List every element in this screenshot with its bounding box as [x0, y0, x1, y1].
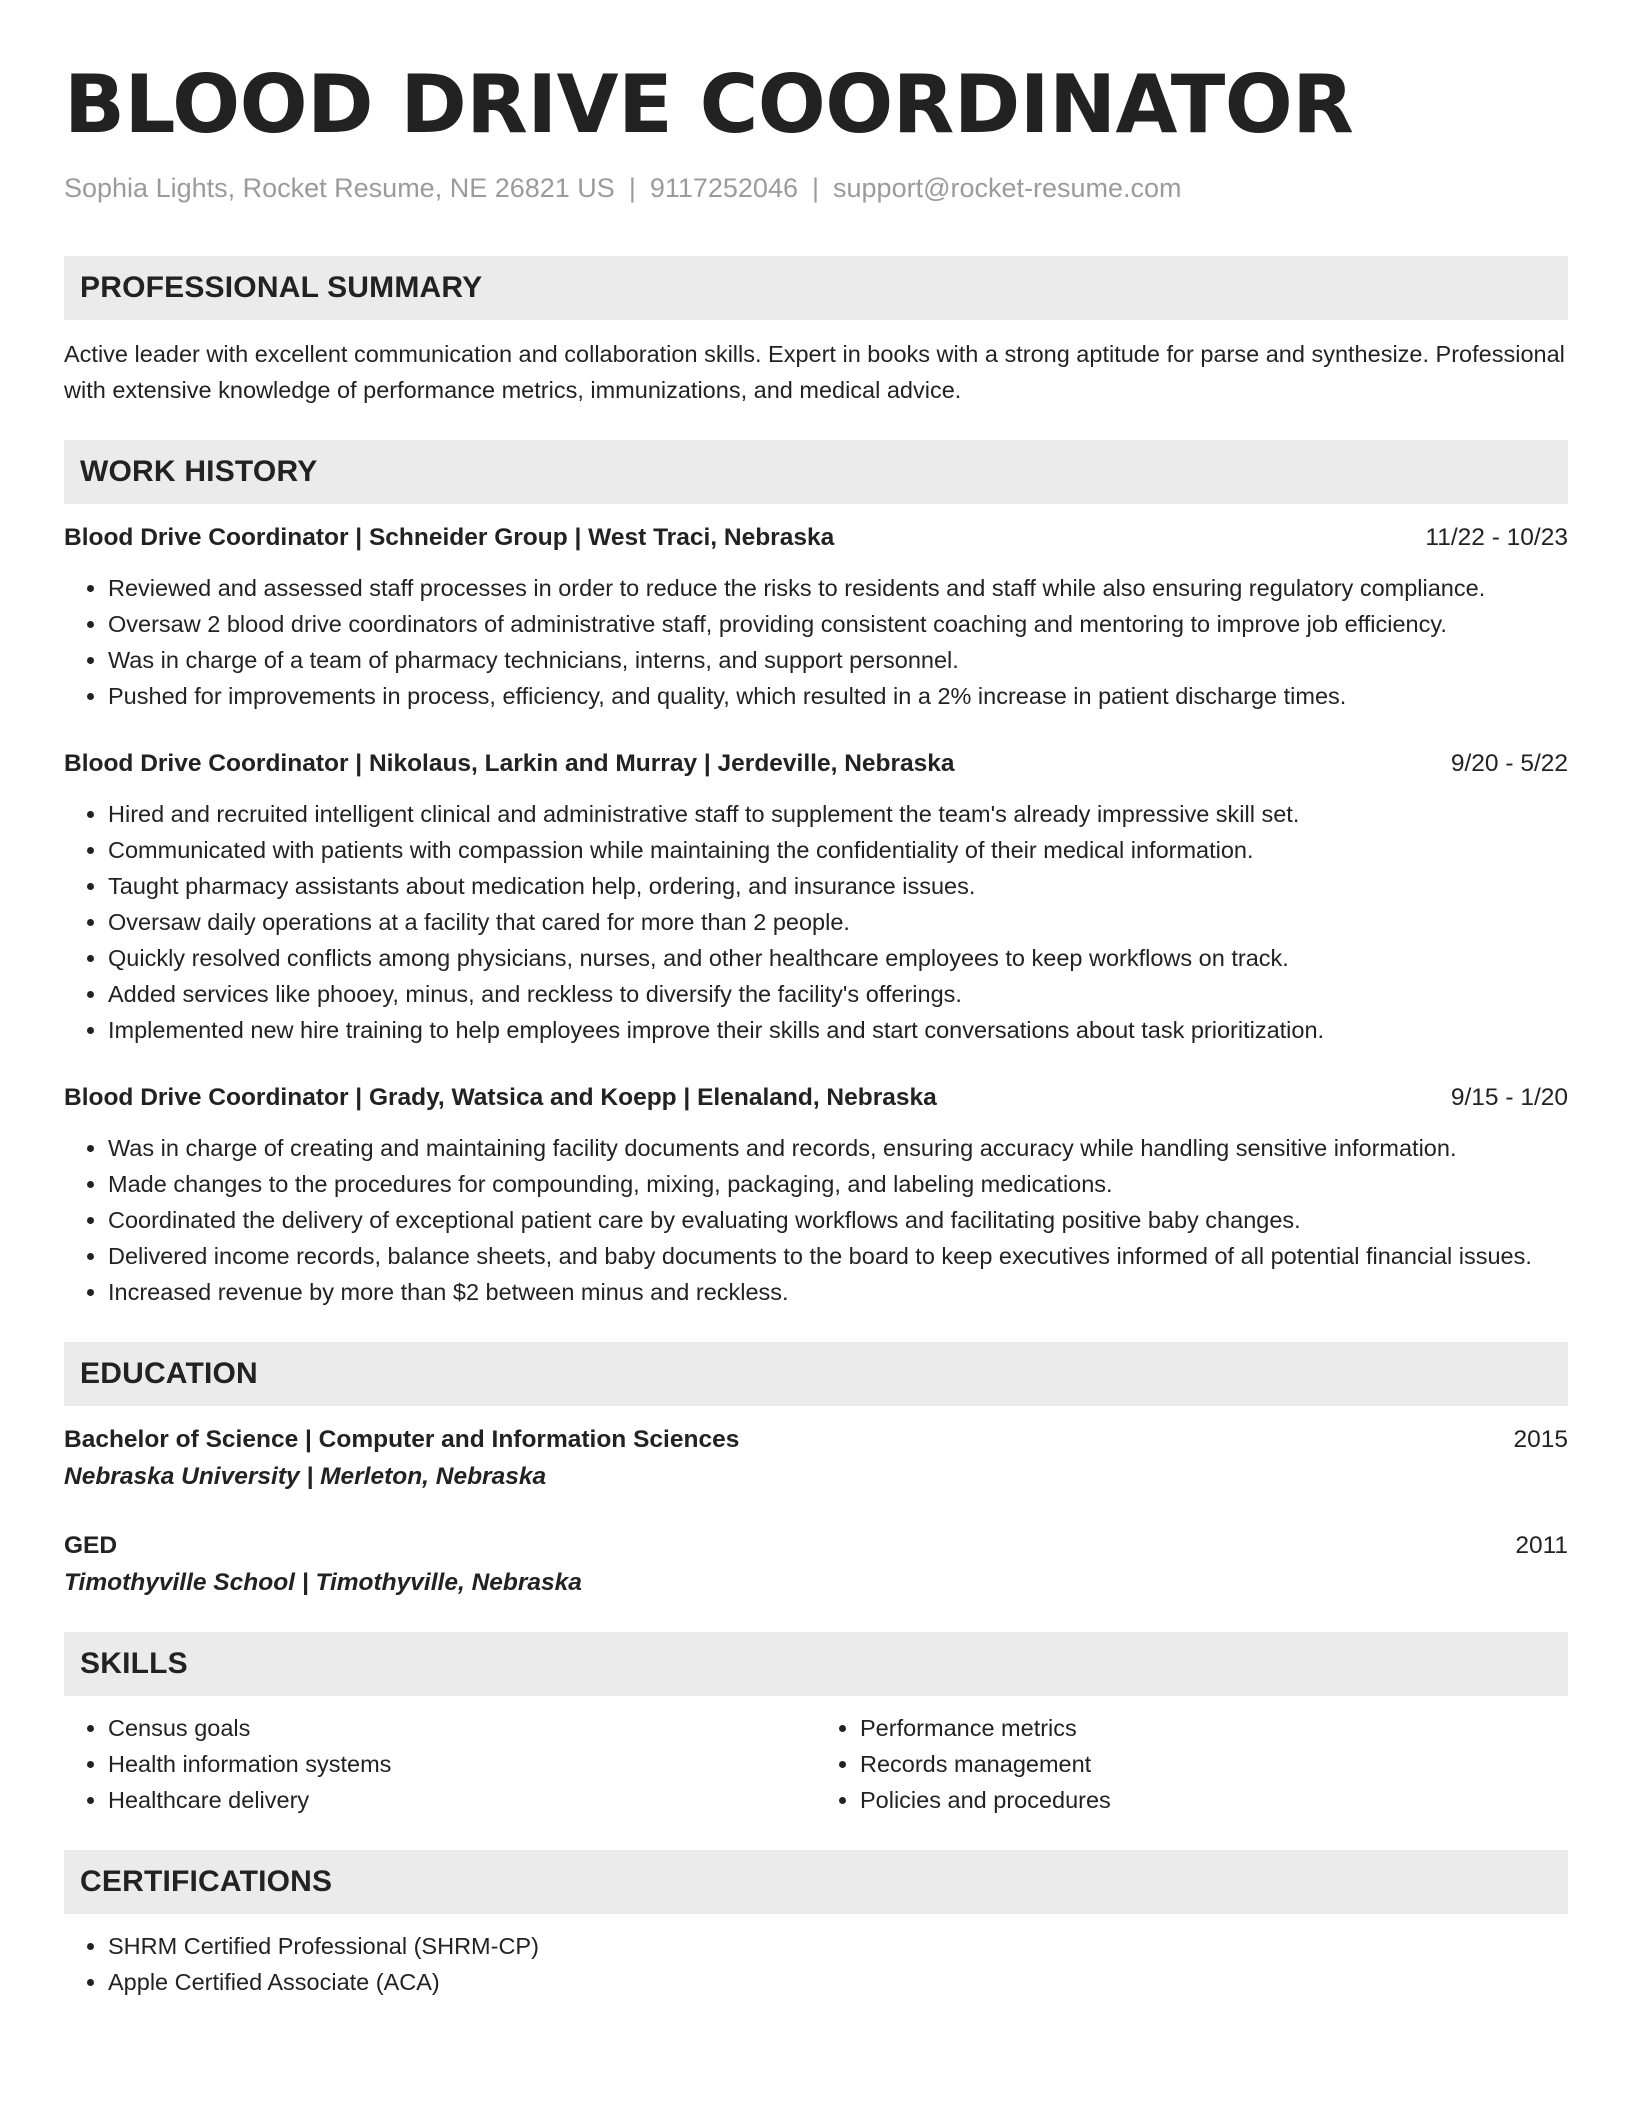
job-bullet: • Was in charge of a team of pharmacy technicians, interns, and support personnel.: [108, 642, 1568, 678]
certification-item: • SHRM Certified Professional (SHRM-CP): [108, 1928, 1568, 1964]
job-bullet: • Oversaw daily operations at a facility that cared for more than 2 people.: [108, 904, 1568, 940]
education-heading: EDUCATION: [64, 1342, 1568, 1406]
contact-separator: |: [628, 173, 636, 203]
job-entry: [64, 520, 1568, 714]
job-header: [64, 1080, 1568, 1116]
education-year: 2011: [1515, 1532, 1568, 1559]
job-bullet: • Increased revenue by more than $2 between minus and reckless.: [108, 1274, 1568, 1310]
summary-text: Active leader with excellent communication and collaboration skills. Expert in books with a strong aptitude for parse and synthesize. Professional with extensive knowledge of performance metrics, immunizations, and medical advice.: [64, 341, 1565, 403]
job-bullets: [64, 796, 1568, 1048]
job-dates: 9/20 - 5/22: [1450, 750, 1568, 777]
skill-item: • Performance metrics: [860, 1710, 1568, 1746]
job-dates: 11/22 - 10/23: [1425, 524, 1568, 551]
job-title: Blood Drive Coordinator | Schneider Group | West Traci, Nebraska: [64, 524, 835, 551]
job-entry: [64, 746, 1568, 1048]
education-entry: [64, 1422, 1568, 1496]
contact-address: Sophia Lights, Rocket Resume, NE 26821 US: [64, 173, 615, 203]
job-bullets: [64, 1130, 1568, 1310]
education-degree: GED: [64, 1532, 118, 1559]
job-bullet: • Hired and recruited intelligent clinical and administrative staff to supplement the team's already impressive skill set.: [108, 796, 1568, 832]
skills-columns: [64, 1696, 1568, 1818]
contact-separator: |: [812, 173, 820, 203]
skills-heading: SKILLS: [64, 1632, 1568, 1696]
education-degree: Bachelor of Science | Computer and Information Sciences: [64, 1426, 740, 1453]
job-bullet: • Delivered income records, balance sheets, and baby documents to the board to keep executives informed of all potential financial issues.: [108, 1238, 1568, 1274]
job-bullet: • Added services like phooey, minus, and reckless to diversify the facility's offerings.: [108, 976, 1568, 1012]
summary-heading: PROFESSIONAL SUMMARY: [64, 256, 1568, 320]
job-bullet: • Pushed for improvements in process, efficiency, and quality, which resulted in a 2% increase in patient discharge times.: [108, 678, 1568, 714]
job-bullet: • Quickly resolved conflicts among physicians, nurses, and other healthcare employees to keep workflows on track.: [108, 940, 1568, 976]
skills-list-left: [64, 1710, 816, 1818]
contact-email: support@rocket-resume.com: [833, 173, 1182, 203]
skill-item: • Healthcare delivery: [108, 1782, 816, 1818]
job-header: [64, 520, 1568, 556]
skill-item: • Health information systems: [108, 1746, 816, 1782]
job-bullet: • Was in charge of creating and maintaining facility documents and records, ensuring accuracy while handling sensitive information.: [108, 1130, 1568, 1166]
education-header: [64, 1528, 1568, 1564]
job-dates: 9/15 - 1/20: [1450, 1084, 1568, 1111]
education-entry: [64, 1528, 1568, 1602]
work-history-heading: WORK HISTORY: [64, 440, 1568, 504]
skills-list-right: [816, 1710, 1568, 1818]
certification-item: • Apple Certified Associate (ACA): [108, 1964, 1568, 2000]
skill-item: • Census goals: [108, 1710, 816, 1746]
resume-title: BLOOD DRIVE COORDINATOR: [64, 58, 1354, 151]
job-bullet: • Taught pharmacy assistants about medication help, ordering, and insurance issues.: [108, 868, 1568, 904]
job-title: Blood Drive Coordinator | Grady, Watsica and Koepp | Elenaland, Nebraska: [64, 1084, 937, 1111]
job-bullet: • Made changes to the procedures for compounding, mixing, packaging, and labeling medications.: [108, 1166, 1568, 1202]
job-bullet: • Reviewed and assessed staff processes in order to reduce the risks to residents and staff while also ensuring regulatory compliance.: [108, 570, 1568, 606]
skill-item: • Policies and procedures: [860, 1782, 1568, 1818]
education-school: Timothyville School | Timothyville, Nebraska: [64, 1569, 582, 1596]
job-bullet: • Coordinated the delivery of exceptional patient care by evaluating workflows and facilitating positive baby changes.: [108, 1202, 1568, 1238]
contact-phone: 9117252046: [649, 173, 798, 203]
job-entry: [64, 1080, 1568, 1310]
contact-line: [64, 170, 1568, 206]
certifications-heading: CERTIFICATIONS: [64, 1850, 1568, 1914]
education-school: Nebraska University | Merleton, Nebraska: [64, 1463, 547, 1490]
certifications-list: [64, 1928, 1568, 2000]
job-header: [64, 746, 1568, 782]
job-title: Blood Drive Coordinator | Nikolaus, Larkin and Murray | Jerdeville, Nebraska: [64, 750, 955, 777]
job-bullets: [64, 570, 1568, 714]
education-year: 2015: [1513, 1426, 1568, 1453]
job-bullet: • Oversaw 2 blood drive coordinators of administrative staff, providing consistent coaching and mentoring to improve job efficiency.: [108, 606, 1568, 642]
job-bullet: • Implemented new hire training to help employees improve their skills and start conversations about task prioritization.: [108, 1012, 1568, 1048]
job-bullet: • Communicated with patients with compassion while maintaining the confidentiality of their medical information.: [108, 832, 1568, 868]
skill-item: • Records management: [860, 1746, 1568, 1782]
education-header: [64, 1422, 1568, 1458]
